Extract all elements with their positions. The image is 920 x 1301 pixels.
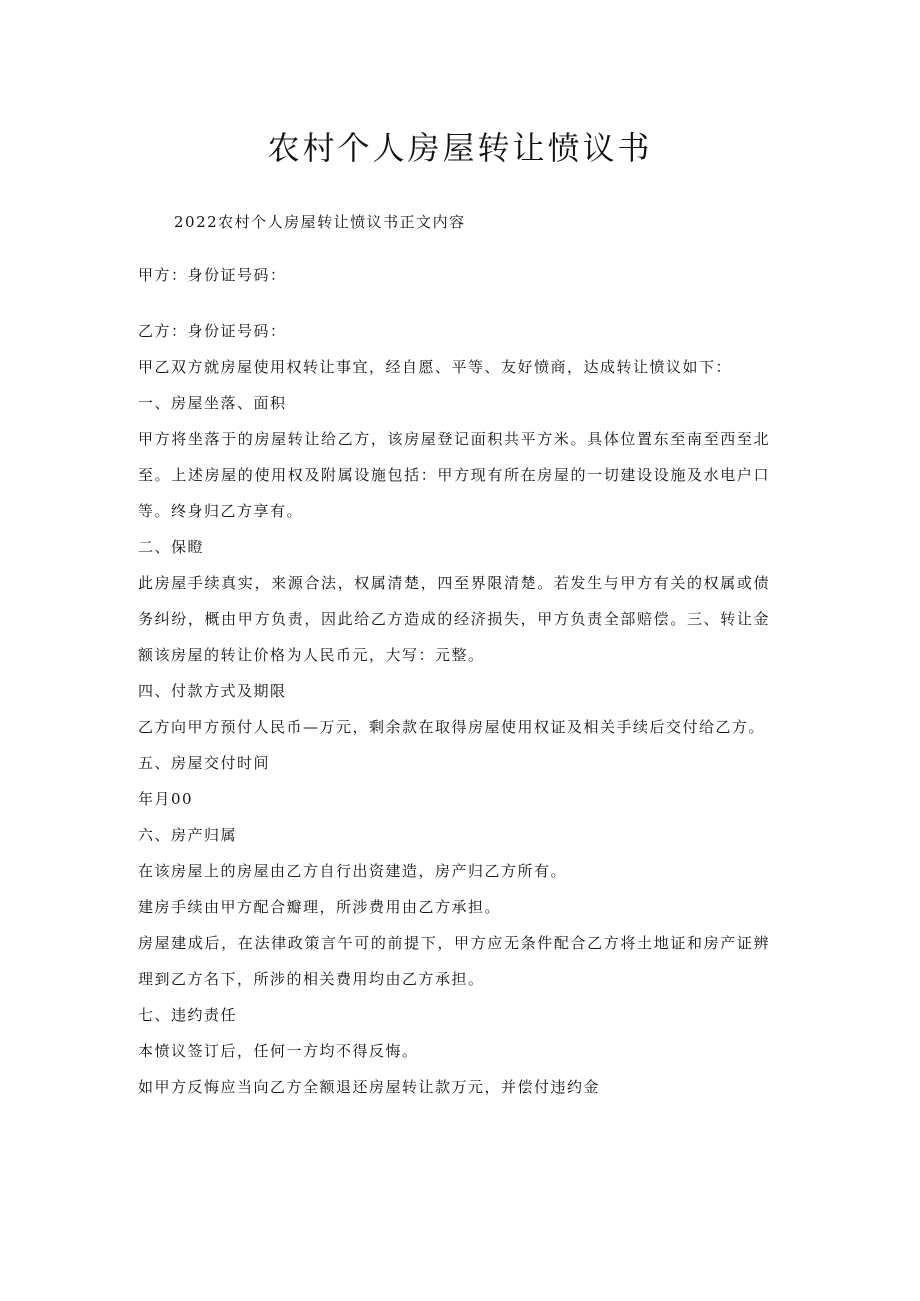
section-6-paragraph-2: 建房手续由甲方配合瓣理，所涉费用由乙方承担。 (138, 898, 502, 916)
section-7-paragraph-1: 本愤议签订后，任何一方均不得反悔。 (138, 1042, 419, 1060)
section-1-paragraph: 甲方将坐落于的房屋转让给乙方，该房屋登记面积共平方米。具体位置东至南至西至北至。上述房屋的使用权及附属设施包括：甲方现有所在房屋的一切建设设施及水电户口等。终身归乙方享有。 (138, 430, 770, 520)
intro-paragraph: 甲乙双方就房屋使用权转让事宜，经自愿、平等、友好愤商，达成转让愤议如下： (138, 358, 733, 376)
section-7-paragraph-2: 如甲方反悔应当向乙方全额退还房屋转让款万元，并偿付违约金 (138, 1078, 601, 1096)
section-6-paragraph-1: 在该房屋上的房屋由乙方自行出资建造，房产归乙方所有。 (138, 862, 568, 880)
section-6-paragraph-3: 房屋建成后，在法律政策言午可的前提下，甲方应无条件配合乙方将土地证和房产证辨理到乙方名下，所涉的相关费用均由乙方承担。 (138, 934, 770, 988)
document-title: 农村个人房屋转让愤议书 (267, 129, 653, 167)
section-4-paragraph: 乙方向甲方预付人民币—万元，剩余款在取得房屋使用权证及相关手续后交付给乙方。 (138, 718, 766, 736)
document-body (138, 257, 770, 1105)
section-2-heading: 二、保瞪 (138, 538, 205, 556)
section-7-heading: 七、违约责任 (138, 1006, 238, 1024)
section-5-heading: 五、房屋交付时间 (138, 754, 271, 772)
section-5-paragraph: 年月00 (138, 790, 194, 808)
section-2-paragraph: 此房屋手续真实，来源合法，权属清楚，四至界限清楚。若发生与甲方有关的权属或债务纠纷，概由甲方负责，因此给乙方造成的经济损失，甲方负责全部赔偿。三、转让金额该房屋的转让价格为人民币元，大写：元整。 (138, 574, 770, 664)
document-subtitle: 2022农村个人房屋转让愤议书正文内容 (174, 213, 466, 231)
section-4-heading: 四、付款方式及期限 (138, 682, 287, 700)
section-6-heading: 六、房产归属 (138, 826, 238, 844)
party-b-line: 乙方：身份证号码： (138, 322, 287, 340)
spacer (138, 293, 770, 313)
party-a-line: 甲方：身份证号码： (138, 266, 287, 284)
section-1-heading: 一、房屋坐落、面积 (138, 394, 287, 412)
